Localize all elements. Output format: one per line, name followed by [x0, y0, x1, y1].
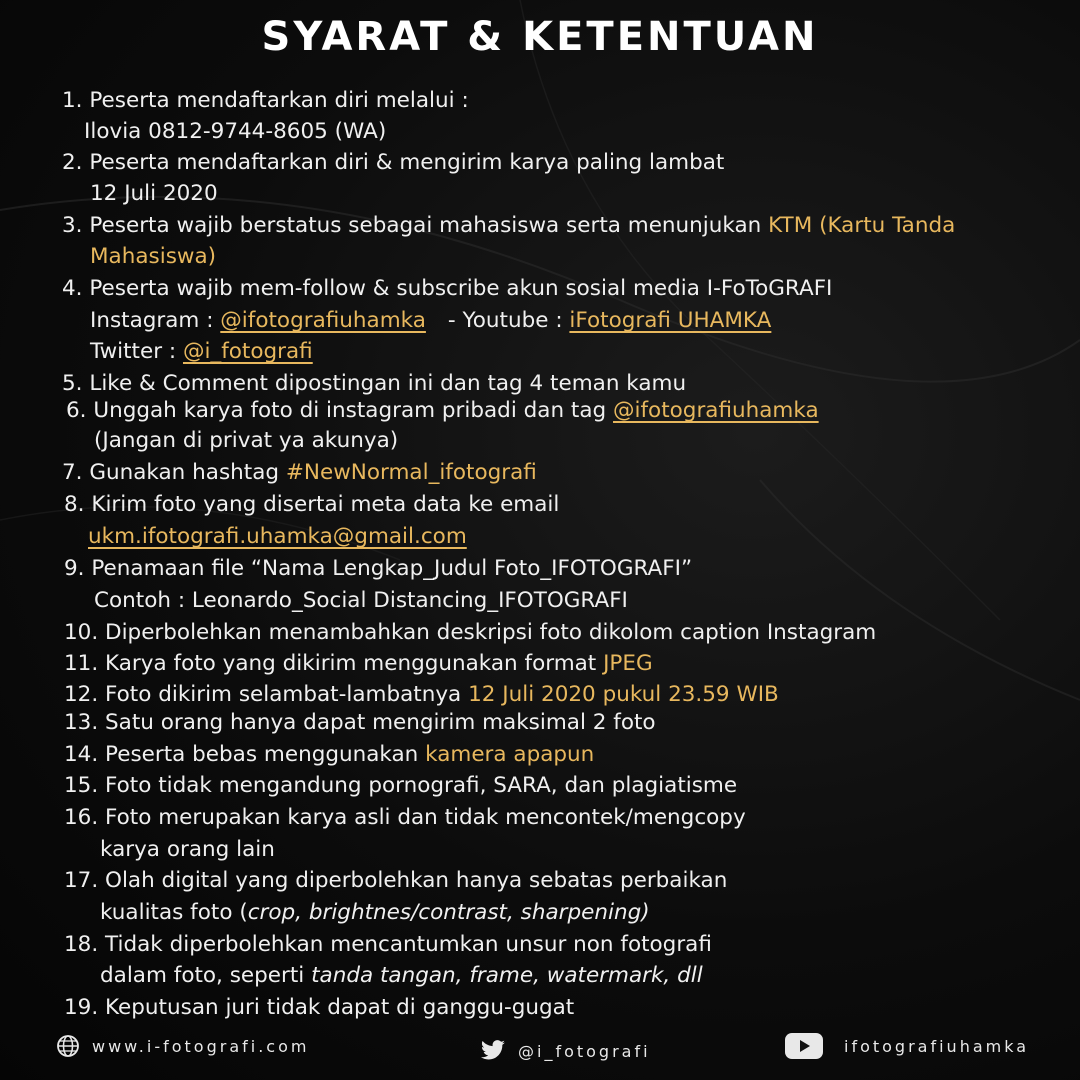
instagram-link[interactable]: @ifotografiuhamka [220, 308, 426, 333]
rule-1-line-2: Ilovia 0812-9744-8605 (WA) [84, 119, 387, 144]
globe-icon [56, 1034, 80, 1058]
rule-6-text: 6. Unggah karya foto di instagram pribadi dan tag [66, 398, 614, 423]
rule-5: 5. Like & Comment dipostingan ini dan tag 4 teman kamu [62, 371, 687, 396]
rule-3-text: 3. Peserta wajib berstatus sebagai mahasiswa serta menunjukan [62, 213, 769, 238]
rule-3-ktm: KTM (Kartu Tanda [768, 213, 956, 238]
rule-2-line-1: 2. Peserta mendaftarkan diri & mengirim karya paling lambat [62, 150, 725, 175]
page-title: SYARAT & KETENTUAN [261, 14, 819, 60]
rule-18-line-2 [100, 961, 703, 991]
rule-16-line-1: 16. Foto merupakan karya asli dan tidak mencontek/mengcopy [64, 805, 746, 830]
rule-6-instagram-link[interactable]: @ifotografiuhamka [613, 398, 819, 423]
rule-10: 10. Diperbolehkan menambahkan deskripsi foto dikolom caption Instagram [64, 620, 877, 645]
rule-14-camera: kamera apapun [425, 742, 595, 767]
rule-4-line-2 [90, 306, 771, 336]
rule-17-italic: crop, brightnes/contrast, sharpening) [247, 900, 650, 925]
rule-12-text: 12. Foto dikirim selambat-lambatnya [64, 682, 469, 707]
youtube-label: - Youtube : [447, 308, 570, 333]
rule-12-deadline: 12 Juli 2020 pukul 23.59 WIB [468, 682, 779, 707]
rule-17-text: kualitas foto ( [100, 900, 248, 925]
rule-1-line-1: 1. Peserta mendaftarkan diri melalui : [62, 88, 469, 113]
twitter-link[interactable]: @i_fotografi [182, 339, 313, 364]
twitter-text: @i_fotografi [518, 1041, 651, 1061]
footer-youtube[interactable] [784, 1030, 1029, 1062]
rule-11 [64, 649, 653, 679]
rule-4-line-3 [90, 337, 313, 367]
rule-17-line-1: 17. Olah digital yang diperbolehkan hanya sebatas perbaikan [64, 868, 728, 893]
rule-14-text: 14. Peserta bebas menggunakan [64, 742, 426, 767]
rule-2-line-2: 12 Juli 2020 [90, 181, 218, 206]
rule-14 [64, 740, 594, 770]
email-link[interactable]: ukm.ifotografi.uhamka@gmail.com [88, 524, 467, 549]
twitter-label: Twitter : [90, 339, 183, 364]
rule-7 [62, 458, 537, 488]
rule-6-line-2: (Jangan di privat ya akunya) [94, 428, 399, 453]
rule-4-line-1: 4. Peserta wajib mem-follow & subscribe akun sosial media I-FoToGRAFI [62, 276, 833, 301]
rule-18-line-1: 18. Tidak diperbolehkan mencantumkan unsur non fotografi [64, 932, 712, 957]
rule-8-line-1: 8. Kirim foto yang disertai meta data ke email [64, 492, 560, 517]
rule-11-text: 11. Karya foto yang dikirim menggunakan format [64, 651, 604, 676]
rule-12 [64, 680, 779, 710]
footer-twitter[interactable] [480, 1035, 651, 1067]
rule-16-line-2: karya orang lain [100, 837, 275, 862]
rule-11-format: JPEG [603, 651, 653, 676]
footer-website[interactable] [56, 1030, 309, 1062]
rule-18-text: dalam foto, seperti [100, 963, 312, 988]
youtube-icon [784, 1032, 824, 1060]
rule-18-italic: tanda tangan, frame, watermark, dll [311, 963, 703, 988]
instagram-label: Instagram : [90, 308, 221, 333]
rule-9-line-1: 9. Penamaan file “Nama Lengkap_Judul Foto_IFOTOGRAFI” [64, 556, 693, 581]
rule-9-line-2: Contoh : Leonardo_Social Distancing_IFOTOGRAFI [94, 588, 628, 613]
rule-7-hashtag: #NewNormal_ifotografi [285, 460, 537, 485]
rule-17-line-2 [100, 898, 650, 928]
website-text: www.i-fotografi.com [92, 1036, 310, 1056]
youtube-text: ifotografiuhamka [844, 1036, 1030, 1056]
youtube-link[interactable]: iFotografi UHAMKA [569, 308, 772, 333]
rule-7-text: 7. Gunakan hashtag [62, 460, 286, 485]
rule-19: 19. Keputusan juri tidak dapat di ganggu-gugat [64, 995, 575, 1020]
rule-3-line-1 [62, 211, 955, 241]
rule-3-line-2: Mahasiswa) [90, 244, 217, 269]
rule-13: 13. Satu orang hanya dapat mengirim maksimal 2 foto [64, 710, 656, 735]
twitter-icon [480, 1040, 506, 1062]
rule-6-line-1 [66, 396, 819, 426]
rule-15: 15. Foto tidak mengandung pornografi, SARA, dan plagiatisme [64, 773, 738, 798]
